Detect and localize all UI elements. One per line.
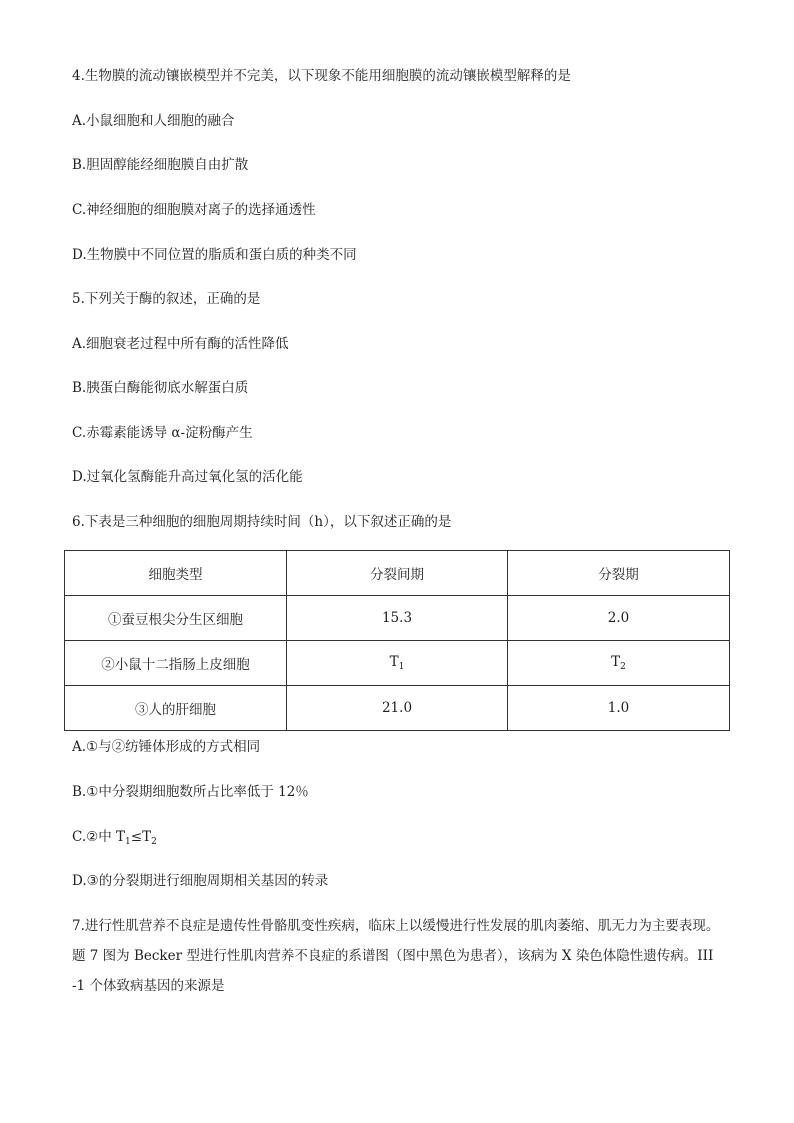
q4-option-b: B.胆固醇能经细胞膜自由扩散 [72,157,249,173]
q5-stem: 5.下列关于酶的叙述，正确的是 [72,291,261,307]
option-c-text: C.②中 T [72,829,126,845]
table-cell: 2.0 [508,596,730,641]
t2-subscript: 2 [620,662,626,672]
q6-option-b: B.①中分裂期细胞数所占比率低于 12％ [72,784,309,800]
table-header-row [65,551,730,596]
q7-line-3: -1 个体致病基因的来源是 [72,978,225,994]
table-row [65,596,730,641]
q6-option-c [72,827,157,852]
q6-stem: 6.下表是三种细胞的细胞周期持续时间（h），以下叙述正确的是 [72,514,452,530]
table-cell: ①蚕豆根尖分生区细胞 [65,596,287,641]
table-cell: ③人的肝细胞 [65,686,287,731]
t1-symbol: T [389,654,399,670]
q5-option-d: D.过氧化氢酶能升高过氧化氢的活化能 [72,469,303,485]
option-c-sub1: 1 [125,837,131,847]
q4-option-d: D.生物膜中不同位置的脂质和蛋白质的种类不同 [72,247,357,263]
t1-subscript: 1 [398,662,405,672]
option-c-mid: ≤T [130,829,152,845]
q5-option-b: B.胰蛋白酶能彻底水解蛋白质 [72,380,249,396]
q5-option-c: C.赤霉素能诱导 α-淀粉酶产生 [72,425,253,441]
table-cell: 1.0 [508,686,730,731]
table-header-cell: 分裂间期 [287,551,508,596]
q4-option-c: C.神经细胞的细胞膜对离子的选择通透性 [72,202,316,218]
table-row [65,686,730,731]
q7-line-2: 题 7 图为 Becker 型进行性肌肉营养不良症的系谱图（图中黑色为患者），该病为 X 染色体隐性遗传病。III [72,948,714,964]
table-cell [287,641,508,686]
table-cell: 21.0 [287,686,508,731]
t2-symbol: T [611,654,621,670]
table-header-cell: 分裂期 [508,551,730,596]
q4-option-a: A.小鼠细胞和人细胞的融合 [72,113,235,129]
option-c-sub2: 2 [151,837,157,847]
q6-option-d: D.③的分裂期进行细胞周期相关基因的转录 [72,873,329,889]
table-cell [508,641,730,686]
table-header-cell: 细胞类型 [65,551,287,596]
table-row [65,641,730,686]
table-cell: ②小鼠十二指肠上皮细胞 [65,641,287,686]
q6-option-a: A.①与②纺锤体形成的方式相同 [72,739,261,755]
q5-option-a: A.细胞衰老过程中所有酶的活性降低 [72,336,289,352]
table-cell: 15.3 [287,596,508,641]
q4-stem: 4.生物膜的流动镶嵌模型并不完美，以下现象不能用细胞膜的流动镶嵌模型解释的是 [72,68,571,84]
cell-cycle-table [64,550,730,731]
q7-line-1: 7.进行性肌营养不良症是遗传性骨骼肌变性疾病，临床上以缓慢进行性发展的肌肉萎缩、肌无力为主要表现。 [72,918,720,934]
